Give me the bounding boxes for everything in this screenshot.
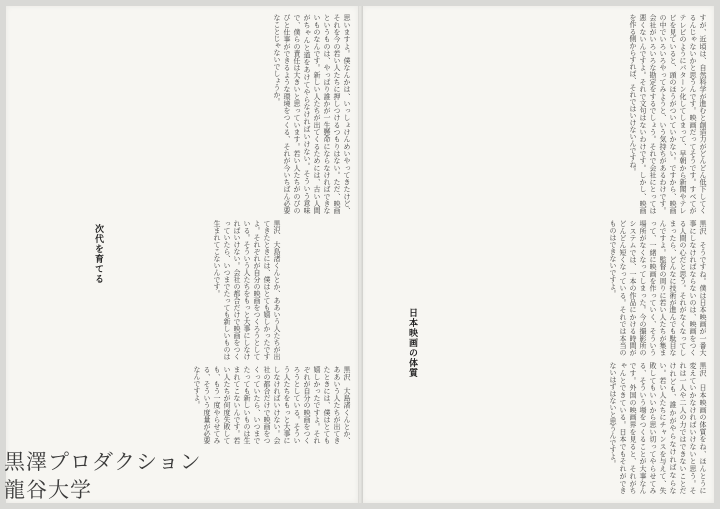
watermark-kurosawa-production: 黒澤プロダクション [4,450,202,474]
right-page-middle-text: 黒沢 そうですね。僕は日本映画が一番大事にしなければならないのは、映画をつくる人間の心だと思う。それがなくなってしまったら、どんなに技術が進んでも駄目なんですよ。監督の周りに若い人たちが集まって、一緒に映画を作っていく、そういう場所がなくなってしまった。今の撮影所のシステムでは、一本の作品にかける時間がどんどん短くなっている。それでは本当のものはできないですよ。 [609,220,707,356]
section-heading-next-generation: 次代を育てる [93,224,103,284]
watermark-ryukoku-university: 龍谷大学 [4,478,92,502]
right-page-bottom-text: 黒沢 日本映画の体質をね、ほんとうに変えていかなければいけないと思う。それは一人や二人の力ではできないことだけれども、誰かがやらなければならない。若い人たちにチャンスを与えて、失敗してもいいから思い切ってやらせてみる、そういう場をつくることが大事なんです。外国の映画界を見ると、それがちゃんとできている。日本でもそれができないはずはないと思うんですよ。 [609,362,707,494]
right-page [362,6,714,503]
right-page-top-text: すが、近頃は、自然科学が進むと創造力がどんどん低下してくるんじゃないかと思うんです。映画だってそうです。すべてがテレビのようにパターン化してしまって、早朝から新聞やテレビを見ていると、頭のほうがついていかない。ですから、映画の中でいろいろやってみようと、いう気持ちがあるわけです。会社がいろいろな勘定をするでしょう。それで会社にとっては悪くないんですよ。それで文句はないわけです。しかし、映画を作る側からすれば、それではいけないんですね。 [629,14,707,214]
left-page [6,6,358,503]
left-page-bottom-text: 黒沢 大島渚くんとか、ああいう人たちが出てきたときには、僕はとても嬉しかったですよ。それぞれが自分の映画をつくろうとしている。そういう人たちをもっと大事にしなければいけない。会社の都合だけで映画をつくっていたら、いつまでたっても新しいものは生まれてこないんです。若い人たちが何度失敗しても、もう一度やらせてみる、そういう度量が必要なんですよ。 [193,366,351,444]
section-heading-japanese-film: 日本映画の体質 [407,308,417,378]
left-page-middle-text: 黒沢 大島渚くんとか、ああいう人たちが出てきたときには、僕はとても嬉しかったですよ。それぞれが自分の映画をつくろうとしている。そういう人たちをもっと大事にしなければいけない。会社の都合だけで映画をつくっていたら、いつまでたっても新しいものは生まれてこないんです。 [213,220,281,360]
left-page-top-text: 思いますよ。僕なんかは、いっしょけんめいやってきたけど、それを今の若い人たちに押しつけるつもりはない。ただ、映画というものは、やっぱり誰かが一生懸命にならなければできないものなんです。新しい人たちが出てくるためには、古い人間がちゃんと道をあけてやらなければいけない。そういう意味で、僕らの責任は大きいと思っています。若い人たちがのびのびと仕事ができるような環境をつくる、それが今いちばん必要なことじゃないでしょうか。 [273,14,351,214]
